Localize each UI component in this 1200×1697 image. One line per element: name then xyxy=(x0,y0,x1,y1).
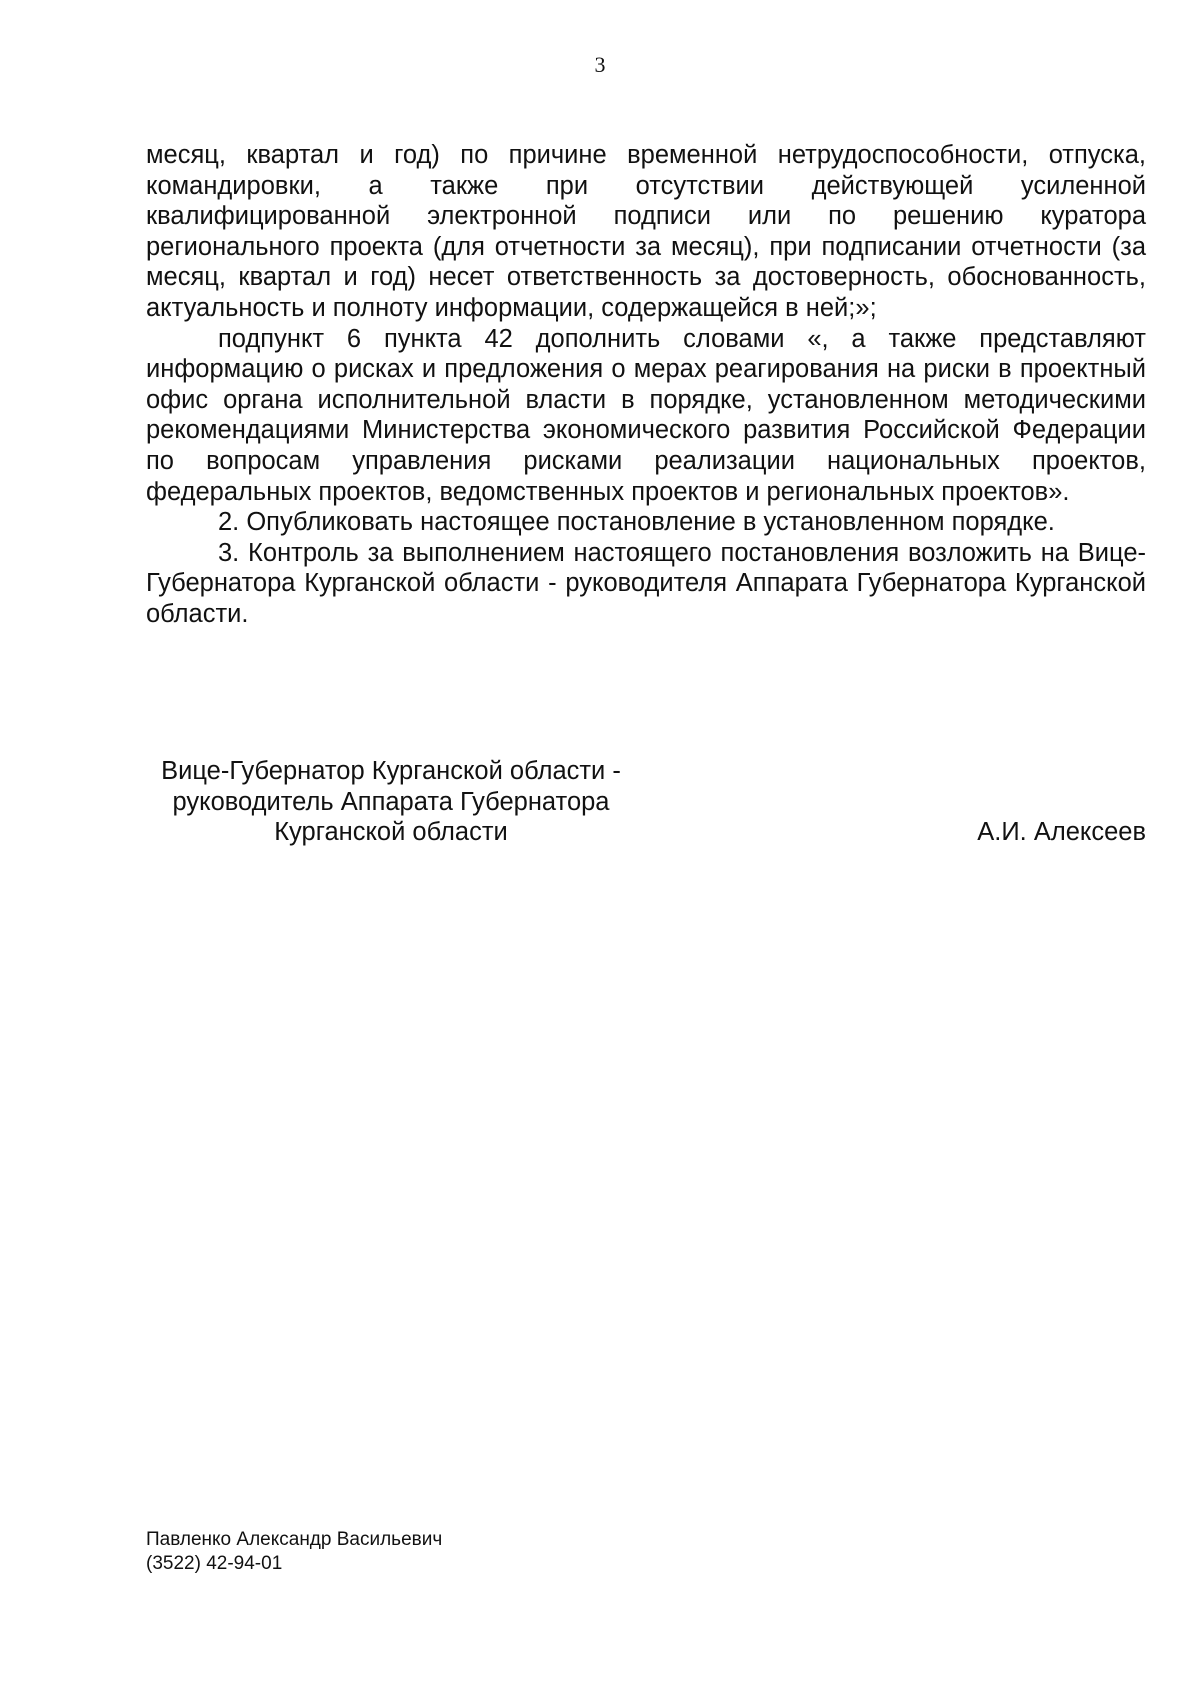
signatory-title-line: руководитель Аппарата Губернатора xyxy=(172,787,610,816)
signatory-title-line: Курганской области xyxy=(274,818,508,847)
paragraph-subpoint-6: подпункт 6 пункта 42 дополнить словами «, а также представляют информацию о рисках и предложения о мерах реагирования на риски в проектный офис органа исполнительной власти в порядке, установленном методическими рекомендациями Министерства экономического развития Российской Федерации по вопросам управления рисками реализации национальных проектов, федеральных проектов, ведомственных проектов и региональных проектов». xyxy=(146,324,1146,506)
page-number: 3 xyxy=(594,52,606,77)
signatory-name: А.И. Алексеев xyxy=(977,818,1146,846)
paragraph-continuation: месяц, квартал и год) по причине временной нетрудоспособности, отпуска, командировки, а также при отсутствии действующей усиленной квалифицированной электронной подписи или по решению куратора регионального проекта (для отчетности за месяц), при подписании отчетности (за месяц, квартал и год) несет ответственность за достоверность, обоснованность, актуальность и полноту информации, содержащейся в ней;»; xyxy=(146,141,1146,322)
contact-phone: (3522) 42-94-01 xyxy=(146,1553,283,1574)
document-body xyxy=(146,140,1146,630)
signatory-title xyxy=(146,756,636,848)
signature-block xyxy=(146,756,1146,856)
paragraph-item-3: 3. Контроль за выполнением настоящего постановления возложить на Вице-Губернатора Курганской области - руководителя Аппарата Губернатора Курганской области. xyxy=(146,538,1146,628)
paragraph-item-2: 2. Опубликовать настоящее постановление в установленном порядке. xyxy=(218,508,1055,537)
signatory-title-line: Вице-Губернатор Курганской области - xyxy=(161,757,621,785)
contact-info xyxy=(146,1528,442,1576)
contact-name: Павленко Александр Васильевич xyxy=(146,1529,443,1550)
